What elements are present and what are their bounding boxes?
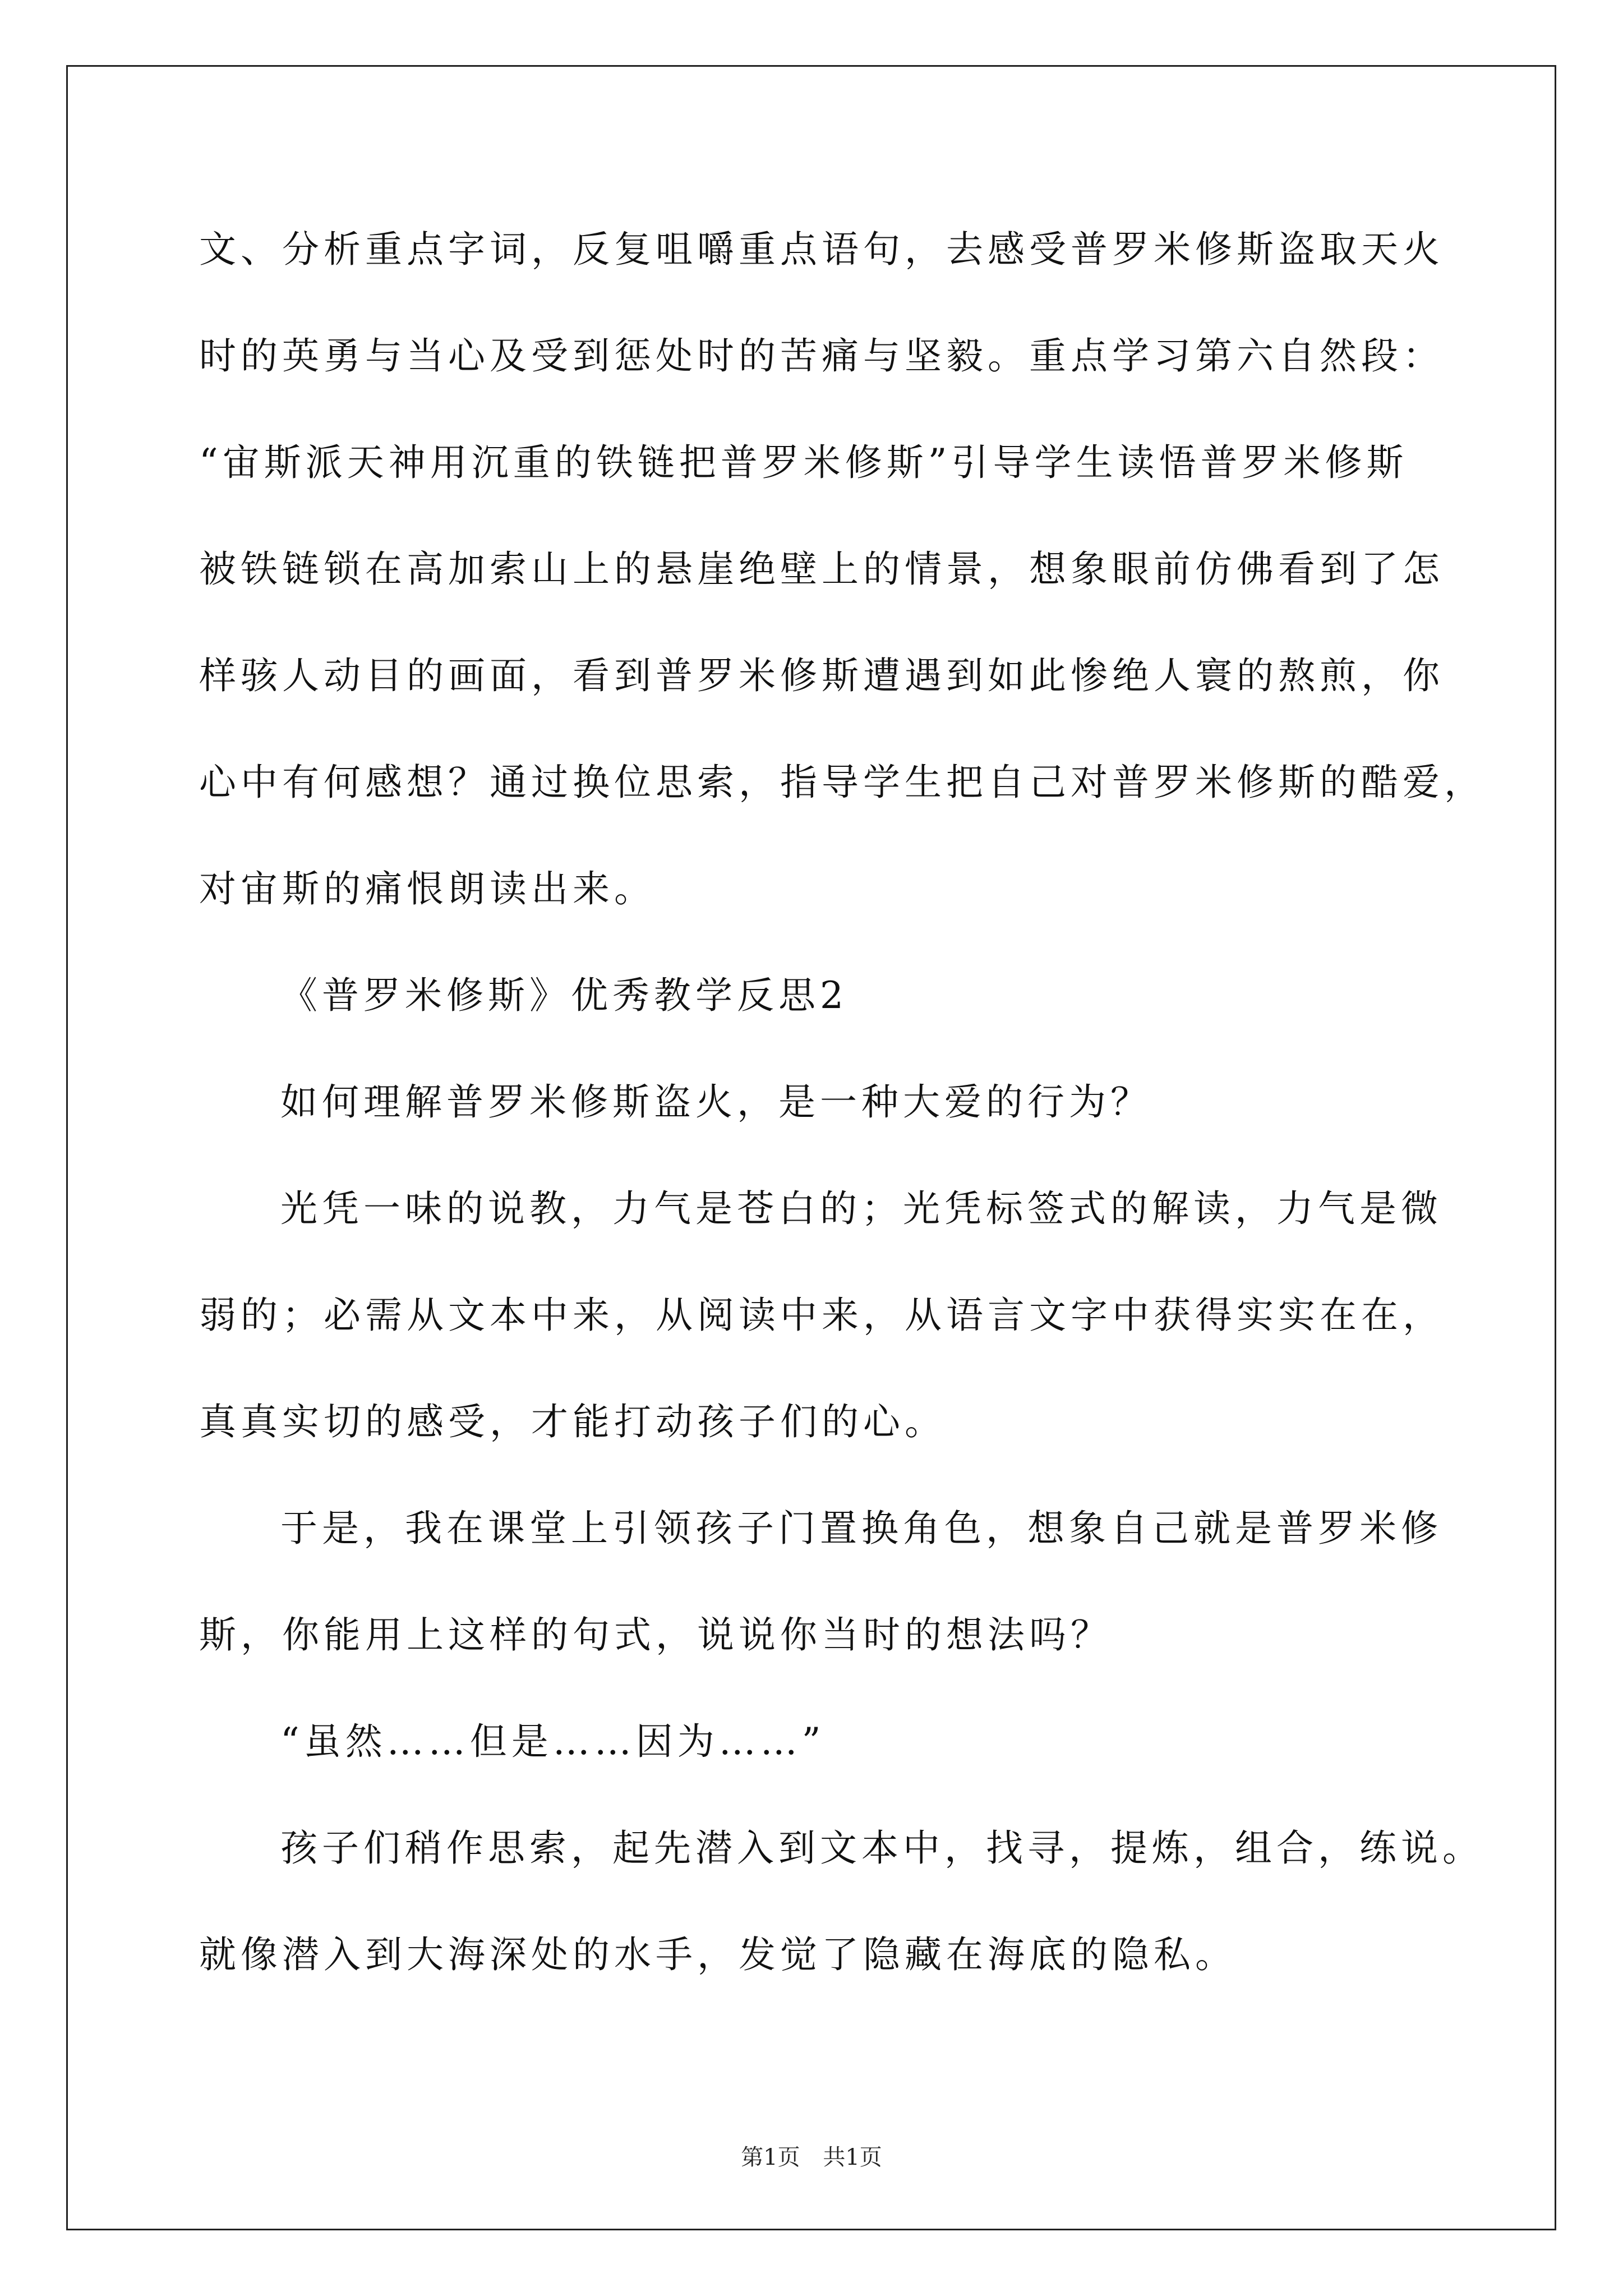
page-footer [0,2139,1623,2171]
paragraph-start: 如何理解普罗米修斯盗火，是一种大爱的行为？ [280,1080,1152,1124]
text-line: 就像潜入到大海深处的水手，发觉了隐藏在海底的隐私。 [199,1933,1237,1976]
page-total: 共1页 [823,2145,882,2170]
paragraph-start: 孩子们稍作思索，起先潜入到文本中，找寻，提炼，组合，练说。 [280,1826,1484,1870]
paragraph-start: 光凭一味的说教，力气是苍白的；光凭标签式的解读，力气是微 [280,1187,1442,1230]
text-line: 心中有何感想？通过换位思索，指导学生把自己对普罗米修斯的酷爱， [199,761,1486,804]
text-line: 文、分析重点字词，反复咀嚼重点语句，去感受普罗米修斯盗取天火 [199,228,1444,271]
text-line: 真真实切的感受，才能打动孩子们的心。 [199,1400,946,1443]
text-line: 时的英勇与当心及受到惩处时的苦痛与坚毅。重点学习第六自然段： [199,334,1444,378]
section-heading: 《普罗米修斯》优秀教学反思2 [280,974,848,1017]
paragraph-start: 于是，我在课堂上引领孩子门置换角色，想象自己就是普罗米修 [280,1507,1442,1550]
text-line: 样骇人动目的画面，看到普罗米修斯遭遇到如此惨绝人寰的熬煎，你 [199,654,1444,697]
page-number: 第1页 [741,2145,800,2170]
text-line: 对宙斯的痛恨朗读出来。 [199,867,656,910]
text-line: 斯，你能用上这样的句式，说说你当时的想法吗？ [199,1613,1112,1657]
document-body [199,208,1486,2019]
text-line: 弱的；必需从文本中来，从阅读中来，从语言文字中获得实实在在， [199,1294,1444,1337]
quote-line: “虽然……但是……因为……” [280,1720,826,1763]
text-line: “宙斯派天神用沉重的铁链把普罗米修斯”引导学生读悟普罗米修斯 [199,441,1408,484]
text-line: 被铁链锁在高加索山上的悬崖绝壁上的情景，想象眼前仿佛看到了怎 [199,547,1444,591]
